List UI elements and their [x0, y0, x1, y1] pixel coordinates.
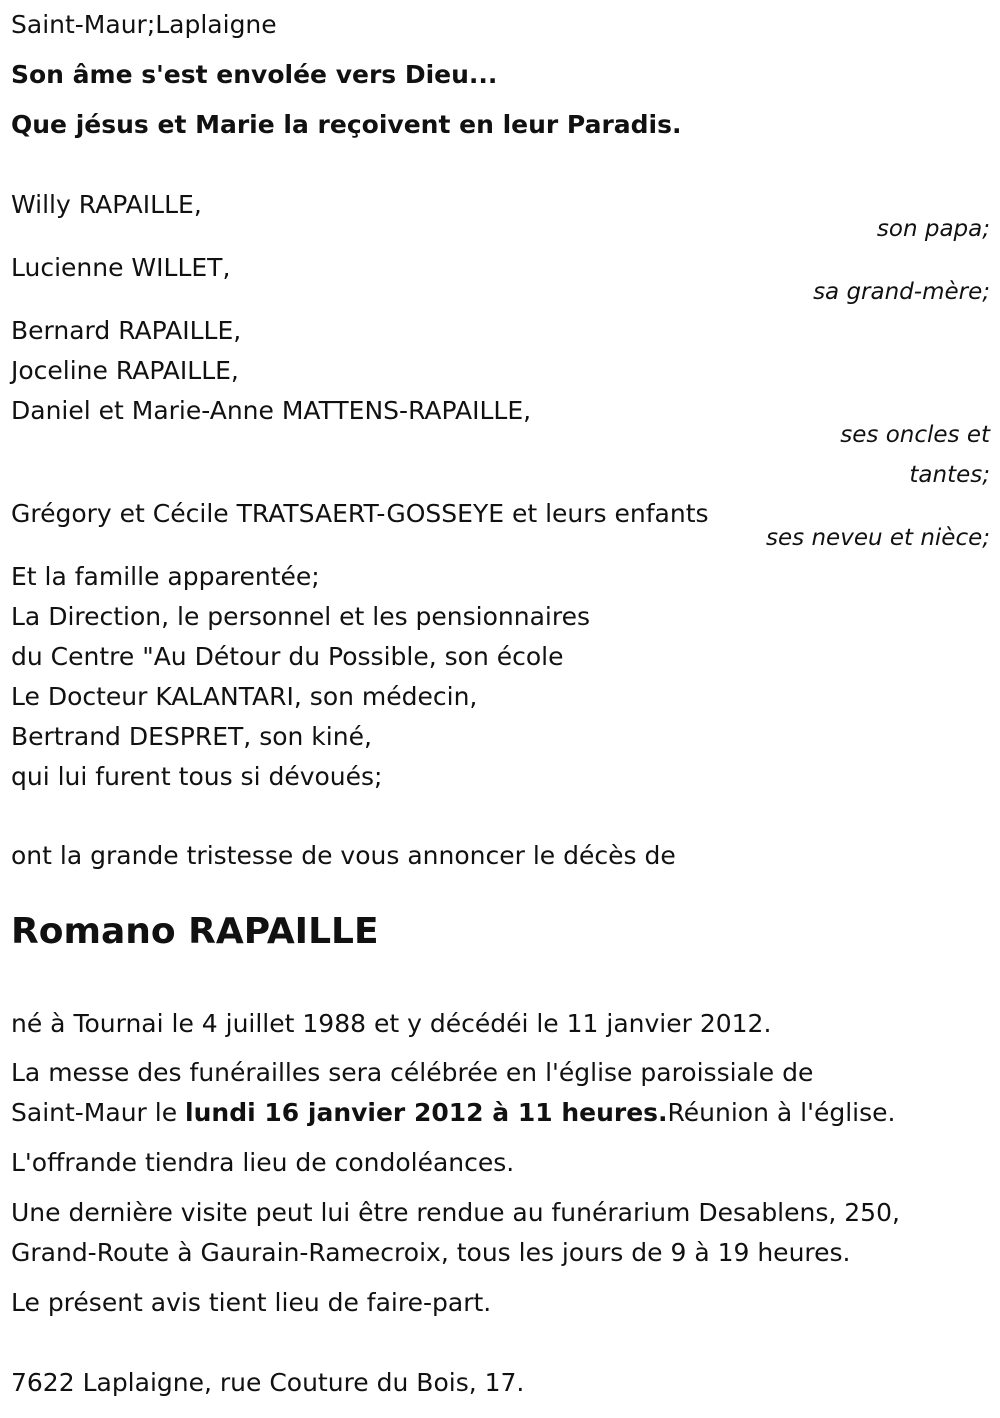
deceased-name: Romano RAPAILLE: [11, 911, 379, 952]
uncles-relation-line-2: tantes;: [909, 462, 990, 488]
uncles-relation-line-1: ses oncles et: [840, 422, 990, 448]
uncle-3: Daniel et Marie-Anne MATTENS-RAPAILLE,: [11, 396, 532, 425]
uncle-2: Joceline RAPAILLE,: [11, 356, 239, 385]
cousins-relation: ses neveu et nièce;: [766, 525, 990, 551]
birth-death: né à Tournai le 4 juillet 1988 et y décédéi le 11 janvier 2012.: [11, 1009, 772, 1038]
others-line-6: qui lui furent tous si dévoués;: [11, 762, 383, 791]
mass-place: Saint-Maur le: [11, 1098, 186, 1127]
header-verse-2: Que jésus et Marie la reçoivent en leur Paradis.: [11, 110, 682, 139]
announcement: ont la grande tristesse de vous annoncer le décès de: [11, 841, 676, 870]
father-relation: son papa;: [876, 216, 990, 242]
header-location: Saint-Maur;Laplaigne: [11, 10, 277, 39]
grandmother-name: Lucienne WILLET,: [11, 253, 231, 282]
others-line-3: du Centre "Au Détour du Possible, son école: [11, 642, 564, 671]
mass-line-2: [11, 1093, 895, 1133]
visit-line-1: Une dernière visite peut lui être rendue au funérarium Desablens, 250,: [11, 1198, 900, 1227]
mass-line-1: La messe des funérailles sera célébrée en l'église paroissiale de: [11, 1058, 814, 1087]
visit-line-2: Grand-Route à Gaurain-Ramecroix, tous les jours de 9 à 19 heures.: [11, 1238, 851, 1267]
mass-meeting: Réunion à l'église.: [667, 1098, 896, 1127]
others-line-2: La Direction, le personnel et les pensionnaires: [11, 602, 590, 631]
father-name: Willy RAPAILLE,: [11, 190, 202, 219]
others-line-4: Le Docteur KALANTARI, son médecin,: [11, 682, 478, 711]
offering: L'offrande tiendra lieu de condoléances.: [11, 1148, 515, 1177]
header-verse-1: Son âme s'est envolée vers Dieu...: [11, 60, 498, 89]
address: 7622 Laplaigne, rue Couture du Bois, 17.: [11, 1368, 525, 1397]
uncle-1: Bernard RAPAILLE,: [11, 316, 242, 345]
others-line-5: Bertrand DESPRET, son kiné,: [11, 722, 372, 751]
grandmother-relation: sa grand-mère;: [813, 279, 990, 305]
cousins-name: Grégory et Cécile TRATSAERT-GOSSEYE et leurs enfants: [11, 499, 709, 528]
others-line-1: Et la famille apparentée;: [11, 562, 320, 591]
notice: Le présent avis tient lieu de faire-part.: [11, 1288, 492, 1317]
mass-datetime: lundi 16 janvier 2012 à 11 heures.: [185, 1098, 668, 1127]
